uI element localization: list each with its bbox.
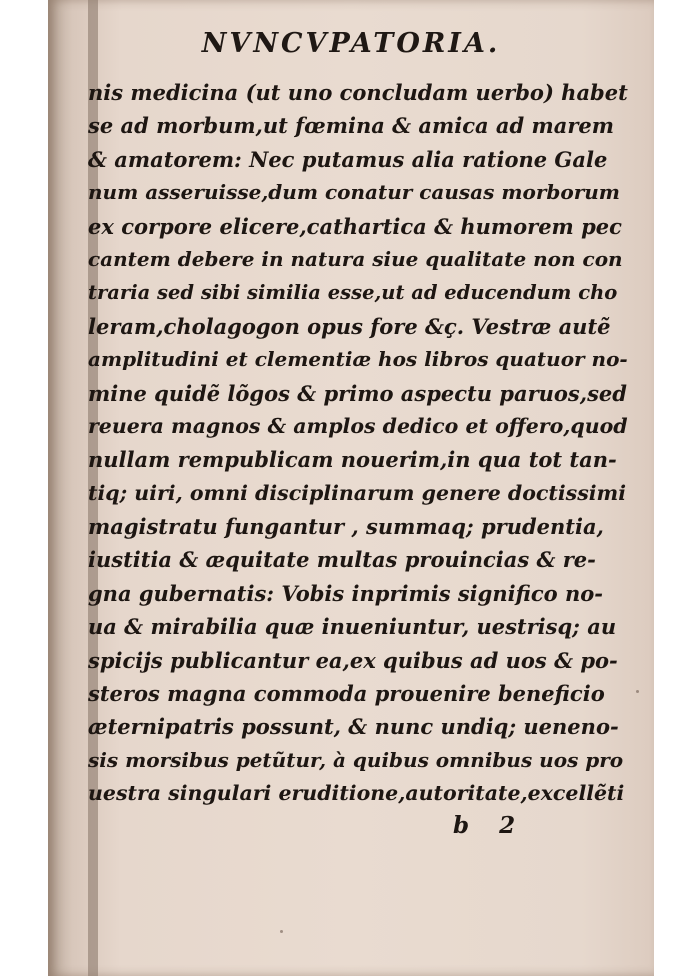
text-line: sis morsibus petũtur, à quibus omnibus uos pro bbox=[88, 747, 624, 772]
text-line: spicijs publicantur ea,ex quibus ad uos & po- bbox=[88, 647, 618, 673]
text-line: nis medicina (ut uno concludam uerbo) habet bbox=[88, 80, 628, 105]
text-line: cantem debere in natura siue qualitate non con bbox=[88, 246, 623, 271]
text-line: nullam rempublicam nouerim,in qua tot tan- bbox=[88, 447, 617, 473]
text-line: æternipatris possunt, & nunc undiq; ueneno- bbox=[88, 714, 619, 740]
text-line: tiq; uiri, omni disciplinarum genere doctissimi bbox=[88, 480, 627, 505]
signature-mark: b 2 bbox=[453, 812, 516, 839]
text-line: ua & mirabilia quæ inueniuntur, uestrisq; au bbox=[88, 614, 617, 640]
text-line: traria sed sibi similia esse,ut ad educendum cho bbox=[88, 281, 618, 305]
page-header: NVNCVPATORIA. bbox=[201, 28, 501, 59]
text-line: mine quidẽ lõgos & primo aspectu paruos,sed bbox=[88, 380, 627, 406]
paper-speck bbox=[636, 690, 639, 693]
body-text bbox=[88, 76, 628, 811]
text-line: se ad morbum,ut fœmina & amica ad marem bbox=[88, 113, 615, 139]
paper-speck bbox=[280, 930, 283, 933]
text-line: iustitia & æquitate multas prouincias & re- bbox=[88, 547, 596, 573]
text-line: & amatorem: Nec putamus alia ratione Gale bbox=[88, 146, 608, 172]
text-line: steros magna commoda prouenire beneficio bbox=[88, 681, 605, 707]
text-line: ex corpore elicere,cathartica & humorem pec bbox=[88, 213, 622, 239]
text-line: uestra singulari eruditione,autoritate,excellẽti bbox=[88, 781, 625, 806]
text-line: leram,cholagogon opus fore &ç. Vestræ autẽ bbox=[88, 313, 611, 339]
book-page bbox=[48, 0, 654, 976]
text-line: gna gubernatis: Vobis inprimis significo no- bbox=[88, 580, 603, 606]
text-line: magistratu fungantur , summaq; prudentia, bbox=[88, 514, 604, 540]
text-line: amplitudini et clementiæ hos libros quatuor no- bbox=[88, 347, 628, 372]
text-line: num asseruisse,dum conatur causas morborum bbox=[88, 180, 620, 205]
text-line: reuera magnos & amplos dedico et offero,quod bbox=[88, 413, 628, 438]
